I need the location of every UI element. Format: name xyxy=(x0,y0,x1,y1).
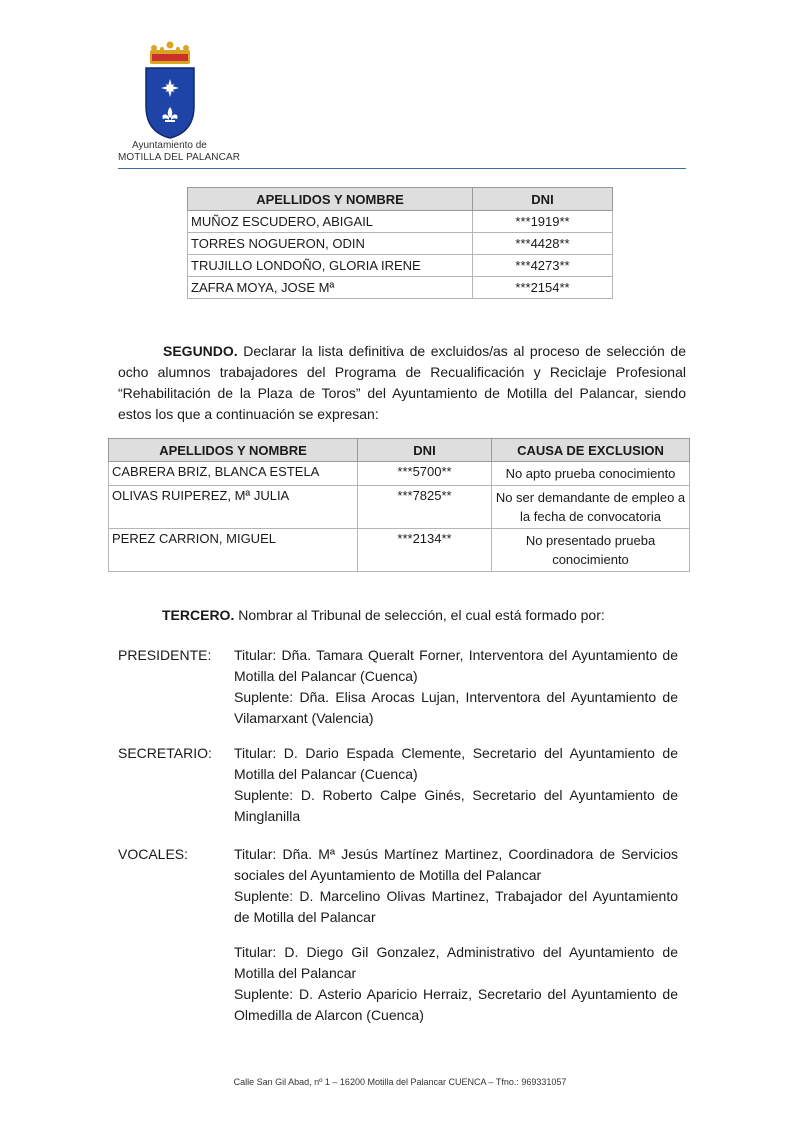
header-divider xyxy=(118,168,686,169)
segundo-paragraph xyxy=(118,341,686,425)
name-cell: TRUJILLO LONDOÑO, GLORIA IRENE xyxy=(188,255,473,277)
name-cell: OLIVAS RUIPEREZ, Mª JULIA xyxy=(109,486,358,529)
excluded-table xyxy=(108,438,690,572)
cause-cell: No presentado prueba conocimiento xyxy=(492,529,690,572)
column-header-cause: CAUSA DE EXCLUSION xyxy=(492,439,690,462)
name-cell: PEREZ CARRION, MIGUEL xyxy=(109,529,358,572)
segundo-label: SEGUNDO. xyxy=(163,343,238,359)
table-header-row xyxy=(188,188,613,211)
table-row xyxy=(188,277,613,299)
name-cell: TORRES NOGUERON, ODIN xyxy=(188,233,473,255)
org-name-line1: Ayuntamiento de xyxy=(132,140,207,151)
dni-cell: ***7825** xyxy=(358,486,492,529)
admitted-table xyxy=(187,187,613,299)
titular-text: Titular: D. Diego Gil Gonzalez, Administrativo del Ayuntamiento de Motilla del Palancar xyxy=(234,944,678,981)
role-label: VOCALES: xyxy=(118,846,189,862)
suplente-text: Suplente: D. Marcelino Olivas Martinez, Trabajador del Ayuntamiento de Motilla del Palancar xyxy=(234,888,678,925)
dni-cell: ***1919** xyxy=(473,211,613,233)
tercero-text: Nombrar al Tribunal de selección, el cual está formado por: xyxy=(234,607,605,623)
table-row xyxy=(109,462,690,486)
dni-cell: ***5700** xyxy=(358,462,492,486)
role-label: SECRETARIO: xyxy=(118,745,212,761)
column-header-name: APELLIDOS Y NOMBRE xyxy=(188,188,473,211)
dni-cell: ***4428** xyxy=(473,233,613,255)
titular-text: Titular: Dña. Tamara Queralt Forner, Interventora del Ayuntamiento de Motilla del Palancar (Cuenca) xyxy=(234,647,678,684)
dni-cell: ***2134** xyxy=(358,529,492,572)
name-cell: ZAFRA MOYA, JOSE Mª xyxy=(188,277,473,299)
suplente-text: Suplente: D. Asterio Aparicio Herraiz, Secretario del Ayuntamiento de Olmedilla de Alarcon (Cuenca) xyxy=(234,986,678,1023)
column-header-dni: DNI xyxy=(358,439,492,462)
cause-cell: No apto prueba conocimiento xyxy=(492,462,690,486)
org-name-line2: MOTILLA DEL PALANCAR xyxy=(118,152,241,163)
role-label: PRESIDENTE: xyxy=(118,647,212,663)
table-row xyxy=(188,211,613,233)
table-row xyxy=(188,233,613,255)
segundo-text: Declarar la lista definitiva de excluidos/as al proceso de selección de ocho alumnos trabajadores del Programa de Recualificación y Reciclaje Profesional “Rehabilitación de la Plaza de Toros” del Ayuntamiento de Motilla del Palancar, siendo estos los que a continuación se expresan: xyxy=(118,343,686,422)
tercero-paragraph xyxy=(162,605,682,626)
dni-cell: ***2154** xyxy=(473,277,613,299)
titular-text: Titular: Dña. Mª Jesús Martínez Martinez, Coordinadora de Servicios sociales del Ayuntamiento de Motilla del Palancar xyxy=(234,846,678,883)
table-row xyxy=(109,529,690,572)
table-header-row xyxy=(109,439,690,462)
name-cell: MUÑOZ ESCUDERO, ABIGAIL xyxy=(188,211,473,233)
name-cell: CABRERA BRIZ, BLANCA ESTELA xyxy=(109,462,358,486)
coat-of-arms-icon xyxy=(140,40,200,140)
suplente-text: Suplente: D. Roberto Calpe Ginés, Secretario del Ayuntamiento de Minglanilla xyxy=(234,787,678,824)
table-row xyxy=(188,255,613,277)
page-footer: Calle San Gil Abad, nº 1 – 16200 Motilla del Palancar CUENCA – Tfno.: 969331057 xyxy=(233,1077,567,1087)
dni-cell: ***4273** xyxy=(473,255,613,277)
titular-text: Titular: D. Dario Espada Clemente, Secretario del Ayuntamiento de Motilla del Palancar (Cuenca) xyxy=(234,745,678,782)
column-header-name: APELLIDOS Y NOMBRE xyxy=(109,439,358,462)
cause-cell: No ser demandante de empleo a la fecha de convocatoria xyxy=(492,486,690,529)
table-row xyxy=(109,486,690,529)
suplente-text: Suplente: Dña. Elisa Arocas Lujan, Interventora del Ayuntamiento de Vilamarxant (Valencia) xyxy=(234,689,678,726)
column-header-dni: DNI xyxy=(473,188,613,211)
tercero-label: TERCERO. xyxy=(162,607,235,623)
